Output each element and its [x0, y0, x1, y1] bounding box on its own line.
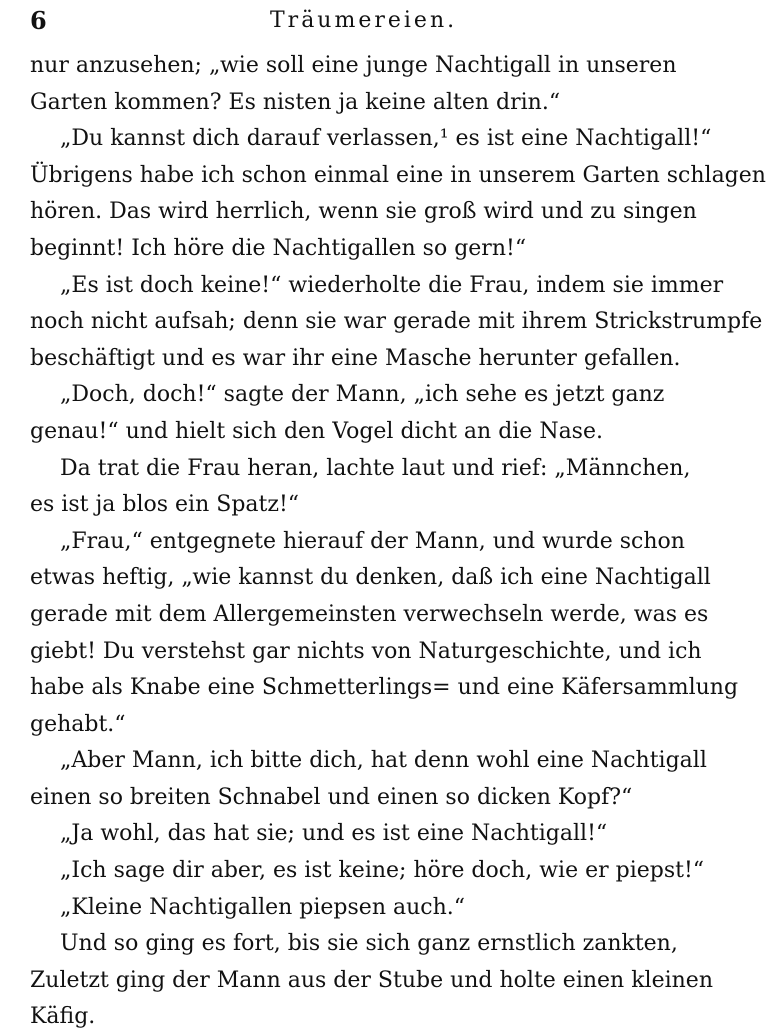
text-line: gerade mit dem Allergemeinsten verwechseln werde, was es	[30, 601, 709, 627]
text-line: hören. Das wird herrlich, wenn sie groß wird und zu singen	[30, 199, 697, 225]
text-line: beschäftigt und es war ihr eine Masche herunter gefallen.	[30, 345, 681, 371]
text-line: Garten kommen? Es nisten ja keine alten drin.“	[30, 89, 561, 115]
text-line: habe als Knabe eine Schmetterlings= und eine Käfersammlung	[30, 675, 739, 701]
text-line: „Ich sage dir aber, es ist keine; höre doch, wie er piepst!“	[60, 858, 705, 884]
page-number: 6	[30, 6, 47, 35]
text-line: Übrigens habe ich schon einmal eine in unserem Garten schlagen	[30, 162, 766, 188]
text-line: Käfig.	[30, 1004, 96, 1030]
text-line: Und so ging es fort, bis sie sich ganz ernstlich zankten,	[60, 931, 678, 957]
running-title: Träumereien.	[270, 8, 458, 33]
page-header	[30, 6, 630, 40]
text-line: „Kleine Nachtigallen piepsen auch.“	[60, 894, 466, 920]
text-line: „Es ist doch keine!“ wiederholte die Frau, indem sie immer	[60, 272, 724, 298]
text-line: Da trat die Frau heran, lachte laut und rief: „Männchen,	[60, 455, 691, 481]
text-line: „Frau,“ entgegnete hierauf der Mann, und wurde schon	[60, 528, 685, 554]
text-line: etwas heftig, „wie kannst du denken, daß ich eine Nachtigall	[30, 565, 711, 591]
text-line: „Doch, doch!“ sagte der Mann, „ich sehe es jetzt ganz	[60, 382, 665, 408]
text-line: es ist ja blos ein Spatz!“	[30, 492, 300, 518]
text-line: Zuletzt ging der Mann aus der Stube und holte einen kleinen	[30, 967, 713, 993]
text-line: nur anzusehen; „wie soll eine junge Nachtigall in unseren	[30, 53, 677, 78]
text-line: beginnt! Ich höre die Nachtigallen so gern!“	[30, 235, 527, 261]
body-text	[30, 48, 766, 1036]
text-line: gehabt.“	[30, 711, 126, 737]
text-line: genau!“ und hielt sich den Vogel dicht an die Nase.	[30, 418, 603, 444]
text-line: „Ja wohl, das hat sie; und es ist eine Nachtigall!“	[60, 821, 608, 847]
text-line: noch nicht aufsah; denn sie war gerade mit ihrem Strickstrumpfe	[30, 309, 763, 335]
text-line: „Aber Mann, ich bitte dich, hat denn wohl eine Nachtigall	[60, 748, 707, 774]
text-line: einen so breiten Schnabel und einen so dicken Kopf?“	[30, 784, 633, 810]
text-line: „Du kannst dich darauf verlassen,¹ es ist eine Nachtigall!“	[60, 126, 712, 152]
text-line: giebt! Du verstehst gar nichts von Naturgeschichte, und ich	[30, 638, 702, 664]
